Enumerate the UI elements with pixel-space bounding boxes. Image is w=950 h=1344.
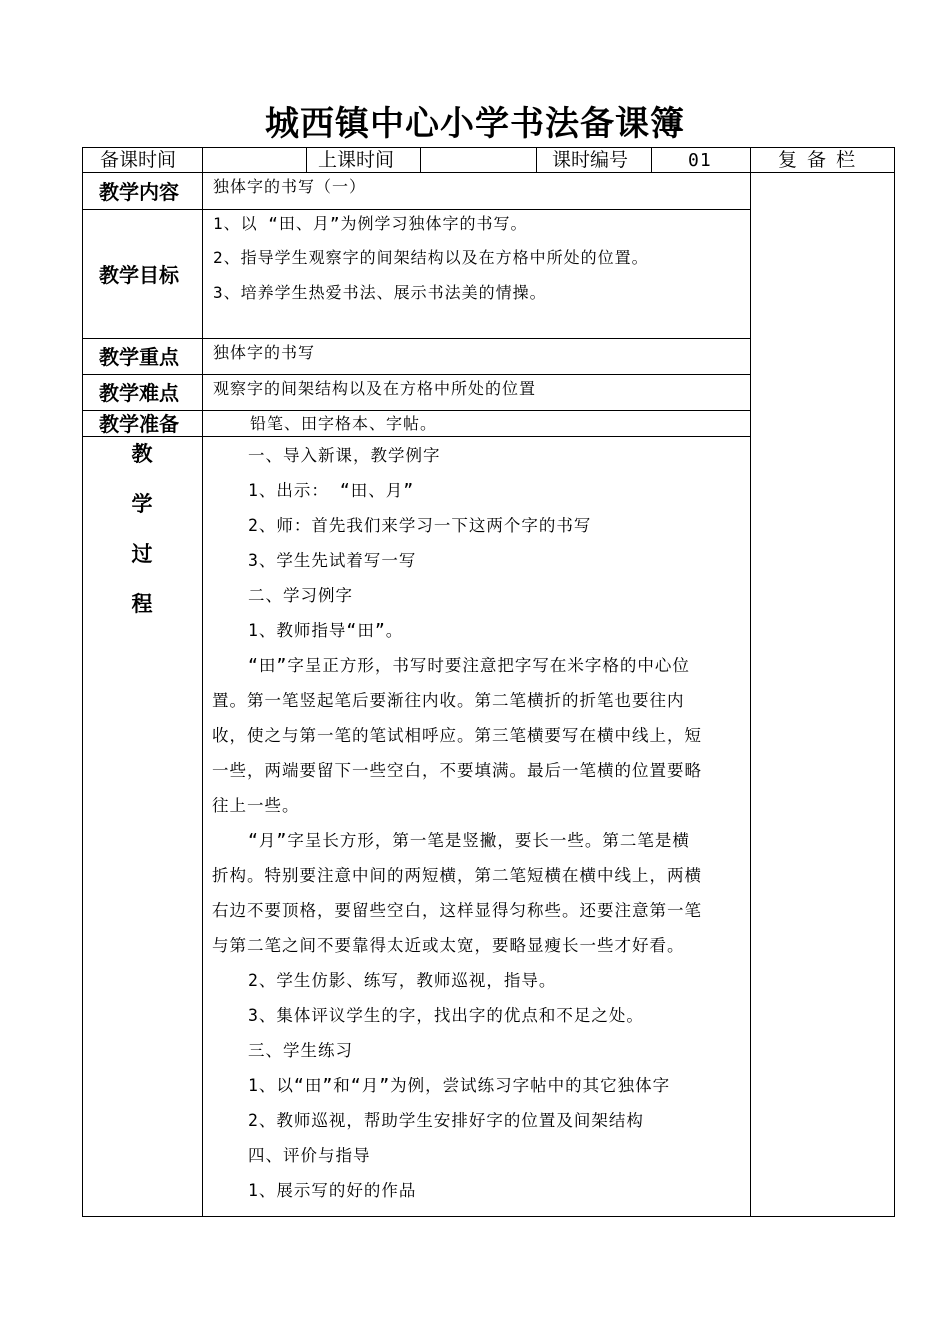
process-line: 置。第一笔竖起笔后要渐往内收。第二笔横折的折笔也要往内 [212,691,685,710]
process-line: 往上一些。 [212,796,300,815]
review-column-divider [750,147,751,1217]
row-separator-content [82,209,751,210]
process-line: 1、教师指导“田”。 [248,621,404,640]
process-line: “田”字呈正方形，书写时要注意把字写在米字格的中心位 [248,656,690,675]
lesson-number-value: 01 [688,150,712,171]
process-line: “月”字呈长方形，第一笔是竖撇，要长一些。第二笔是横 [248,831,690,850]
process-line: 一、导入新课，教学例字 [248,446,441,465]
key-point-label: 教学重点 [99,345,179,369]
difficulty-label: 教学难点 [99,381,179,405]
process-line: 四、评价与指导 [248,1146,371,1165]
process-content [212,438,744,1208]
review-column-label: 复 备 栏 [778,149,858,171]
process-line: 3、集体评议学生的字，找出字的优点和不足之处。 [248,1006,644,1025]
process-line: 2、教师巡视，帮助学生安排好字的位置及间架结构 [248,1111,644,1130]
lesson-number-label: 课时编号 [552,149,629,171]
process-line: 与第二笔之间不要靠得太近或太宽，要略显瘦长一些才好看。 [212,936,685,955]
process-label-char-1: 教 [131,442,153,466]
row-separator-difficulty [82,410,751,411]
goals-label: 教学目标 [99,263,179,287]
content-label: 教学内容 [99,180,179,204]
process-line: 2、师：首先我们来学习一下这两个字的书写 [248,516,592,535]
class-time-label: 上课时间 [318,149,395,171]
table-bottom-border [82,1216,895,1217]
process-line: 一些，两端要留下一些空白，不要填满。最后一笔横的位置要略 [212,761,702,780]
header-divider-3 [536,147,537,172]
row-separator-goals [82,338,751,339]
process-line: 1、以“田”和“月”为例，尝试练习字帖中的其它独体字 [248,1076,671,1095]
preparation-value: 铅笔、田字格本、字帖。 [250,414,438,433]
process-label-char-2: 学 [131,492,153,516]
label-column-divider [202,147,203,1217]
process-line: 折构。特别要注意中间的两短横，第二笔短横在横中线上，两横 [212,866,702,885]
process-line: 右边不要顶格，要留些空白，这样显得匀称些。还要注意第一笔 [212,901,702,920]
process-line: 3、学生先试着写一写 [248,551,417,570]
key-point-value: 独体字的书写 [213,343,316,362]
preparation-label: 教学准备 [99,412,179,436]
content-value: 独体字的书写（一） [213,177,367,196]
process-line: 2、学生仿影、练写，教师巡视，指导。 [248,971,557,990]
table-top-border [82,147,895,148]
goal-item-3: 3、培养学生热爱书法、展示书法美的情操。 [213,283,547,302]
header-divider-4 [651,147,652,172]
page-title: 城西镇中心小学书法备课簿 [265,104,685,144]
process-label-char-3: 过 [131,542,153,566]
row-separator-header [82,172,895,173]
goal-item-1: 1、以 “田、月”为例学习独体字的书写。 [213,214,528,233]
header-divider-1 [306,147,307,172]
process-line: 1、展示写的好的作品 [248,1181,417,1200]
table-left-border [82,147,83,1217]
table-right-border [894,147,895,1217]
process-line: 三、学生练习 [248,1041,353,1060]
prep-time-label: 备课时间 [100,149,177,171]
header-divider-2 [420,147,421,172]
process-line: 二、学习例字 [248,586,353,605]
process-line: 收，使之与第一笔的笔试相呼应。第三笔横要写在横中线上，短 [212,726,702,745]
goal-item-2: 2、指导学生观察字的间架结构以及在方格中所处的位置。 [213,248,649,267]
process-line: 1、出示： “田、月” [248,481,415,500]
row-separator-preparation [82,436,751,437]
row-separator-keypoint [82,374,751,375]
difficulty-value: 观察字的间架结构以及在方格中所处的位置 [213,379,537,398]
process-label-char-4: 程 [131,592,153,616]
